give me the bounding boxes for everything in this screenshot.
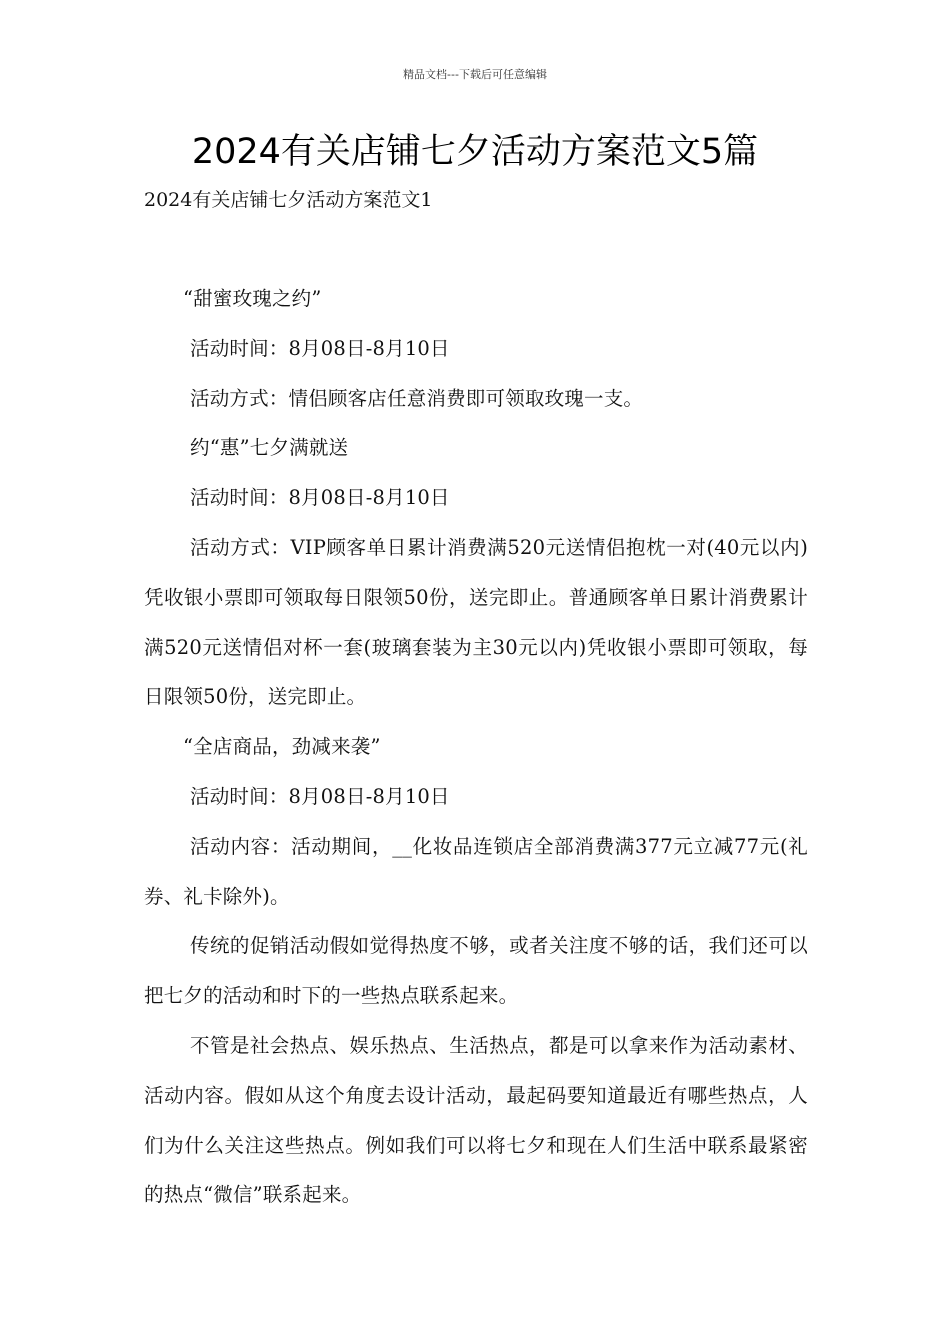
paragraph-discount-event: “全店商品，劲减来袭” [183,735,381,759]
header-note: 精品文档---下载后可任意编辑 [403,68,547,81]
paragraph-time-1: 活动时间：8月08日-8月10日 [190,336,450,360]
paragraph-method-2: 活动方式：VIP顾客单日累计消费满520元送情侣抱枕一对(40元以内)凭收银小票即可领取每日限领50份，送完即止。普通顾客单日累计消费累计满520元送情侣对杯一套(玻璃套装为主30元以内)凭收银小票即可领取，每日限领50份，送完即止。 [144,535,808,709]
paragraph-gift-event: 约“惠”七夕满就送 [190,436,349,460]
paragraph-time-3: 活动时间：8月08日-8月10日 [190,784,450,808]
paragraph-method-1: 活动方式：情侣顾客店任意消费即可领取玫瑰一支。 [190,386,644,410]
paragraph-content-3: 活动内容：活动期间，__化妆品连锁店全部消费满377元立减77元(礼券、礼卡除外)。 [144,834,808,908]
paragraph-time-2: 活动时间：8月08日-8月10日 [190,486,450,510]
paragraph-rose-event: “甜蜜玫瑰之约” [183,287,322,310]
section-subtitle: 2024有关店铺七夕活动方案范文1 [144,189,433,211]
paragraph-hotspot-intro: 传统的促销活动假如觉得热度不够，或者关注度不够的话，我们还可以把七夕的活动和时下的一些热点联系起来。 [144,934,808,1008]
document-body [144,284,808,1230]
paragraph-hotspot-detail: 不管是社会热点、娱乐热点、生活热点，都是可以拿来作为活动素材、活动内容。假如从这个角度去设计活动，最起码要知道最近有哪些热点，人们为什么关注这些热点。例如我们可以将七夕和现在人们生活中联系最紧密的热点“微信”联系起来。 [144,1033,808,1207]
document-title: 2024有关店铺七夕活动方案范文5篇 [191,132,759,172]
